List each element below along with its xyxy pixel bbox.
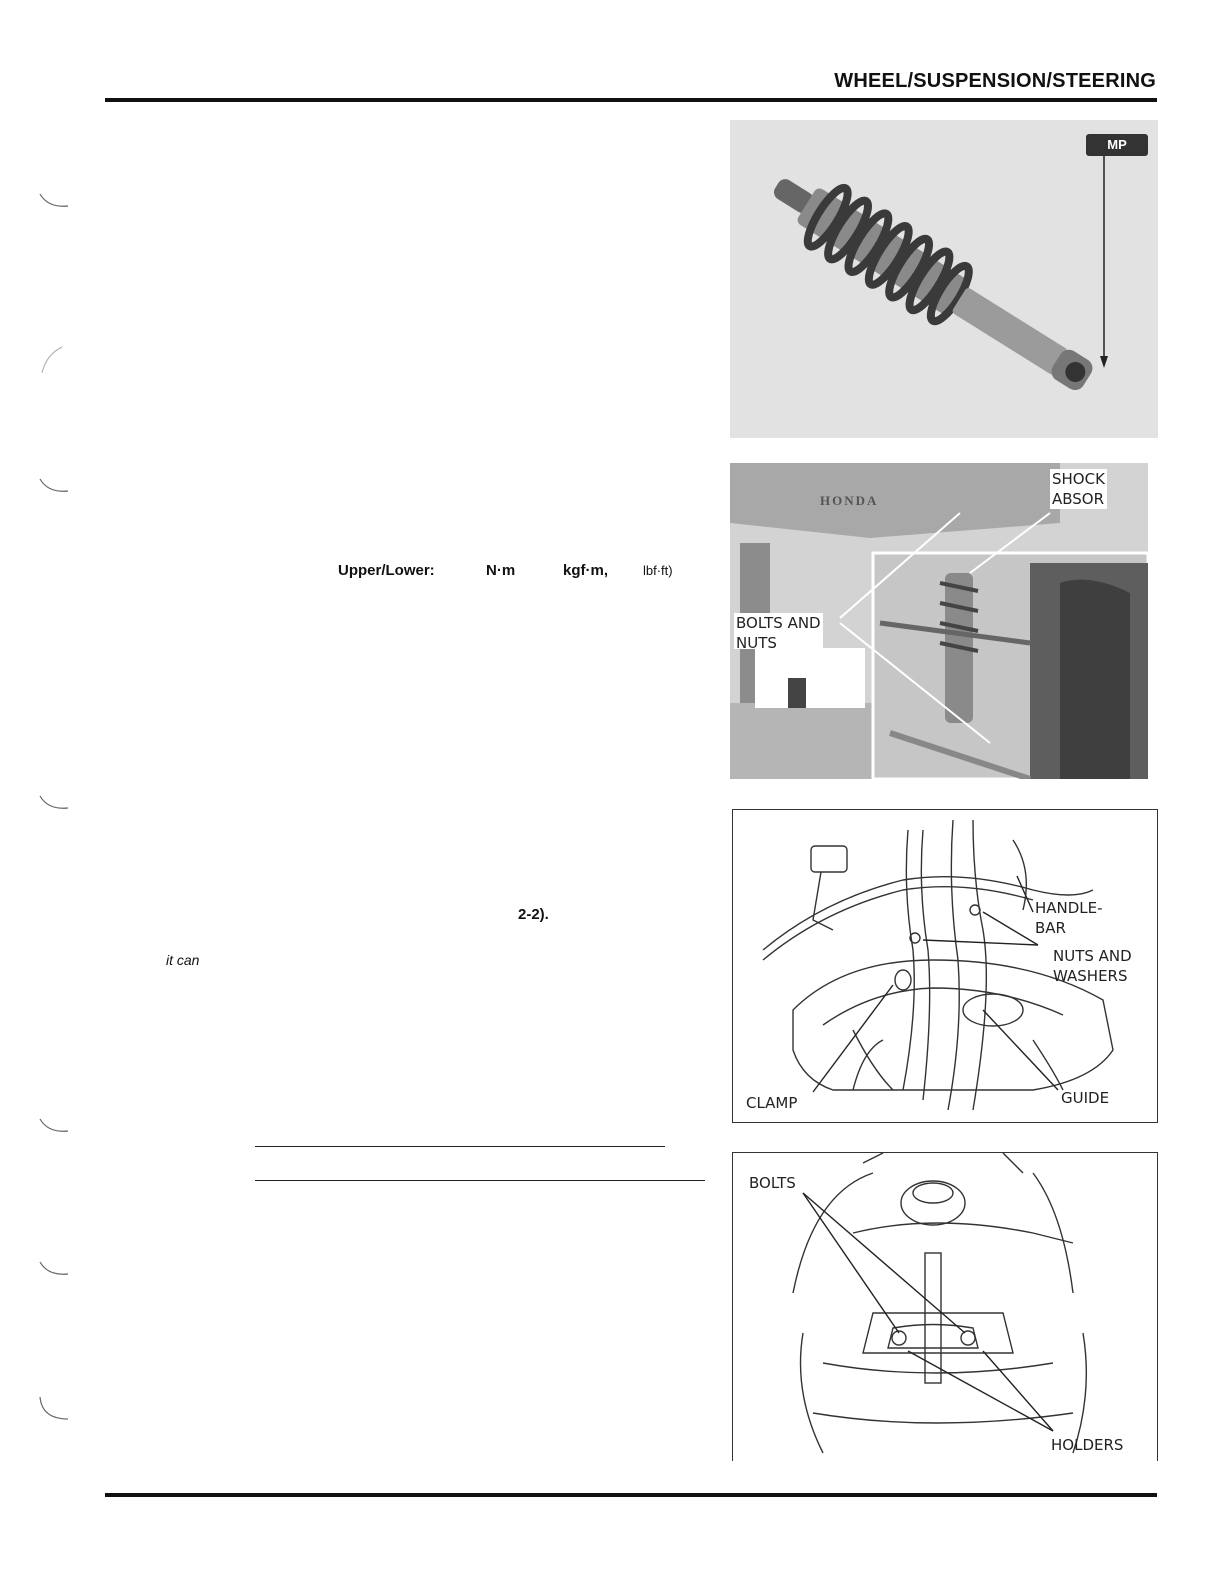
margin-mark: [38, 475, 70, 497]
margin-mark: [38, 345, 70, 375]
torque-unit-kgfm: kgf·m,: [563, 562, 608, 579]
shock-mount-photo: [730, 463, 1148, 779]
label-bolts: BOLTS: [749, 1174, 796, 1192]
shock-absorber-photo: [730, 120, 1158, 438]
label-nuts-and-washers: NUTS AND WASHERS: [1053, 947, 1132, 985]
margin-mark: [38, 792, 70, 814]
italic-fragment: it can: [166, 952, 200, 968]
holder-diagram: [732, 1152, 1158, 1461]
text-underline: [255, 1146, 665, 1147]
margin-mark: [38, 1115, 70, 1137]
brand-decal: HONDA: [820, 493, 879, 508]
torque-upper-lower: Upper/Lower:: [338, 562, 435, 579]
label-guide: GUIDE: [1061, 1089, 1110, 1107]
handlebar-diagram: [732, 809, 1158, 1123]
margin-mark: [38, 1395, 70, 1425]
label-holders: HOLDERS: [1051, 1436, 1124, 1454]
mp-badge-icon: MP: [1086, 134, 1148, 156]
margin-mark: [38, 1258, 70, 1280]
label-bolts-and-nuts: BOLTS AND NUTS: [736, 614, 821, 649]
torque-unit-lbfft: lbf·ft): [643, 563, 673, 578]
margin-mark: [38, 190, 70, 212]
text-underline: [255, 1180, 705, 1181]
footer-rule: [105, 1493, 1157, 1497]
section-title: WHEEL/SUSPENSION/STEERING: [834, 70, 1156, 92]
label-clamp: CLAMP: [746, 1094, 798, 1112]
label-shock-absorber: SHOCK ABSOR: [1052, 470, 1105, 508]
torque-unit-nm: N·m: [486, 562, 516, 579]
header-rule: [105, 98, 1157, 102]
page-reference: 2-2).: [518, 906, 549, 923]
label-handlebar: HANDLE- BAR: [1035, 899, 1103, 937]
